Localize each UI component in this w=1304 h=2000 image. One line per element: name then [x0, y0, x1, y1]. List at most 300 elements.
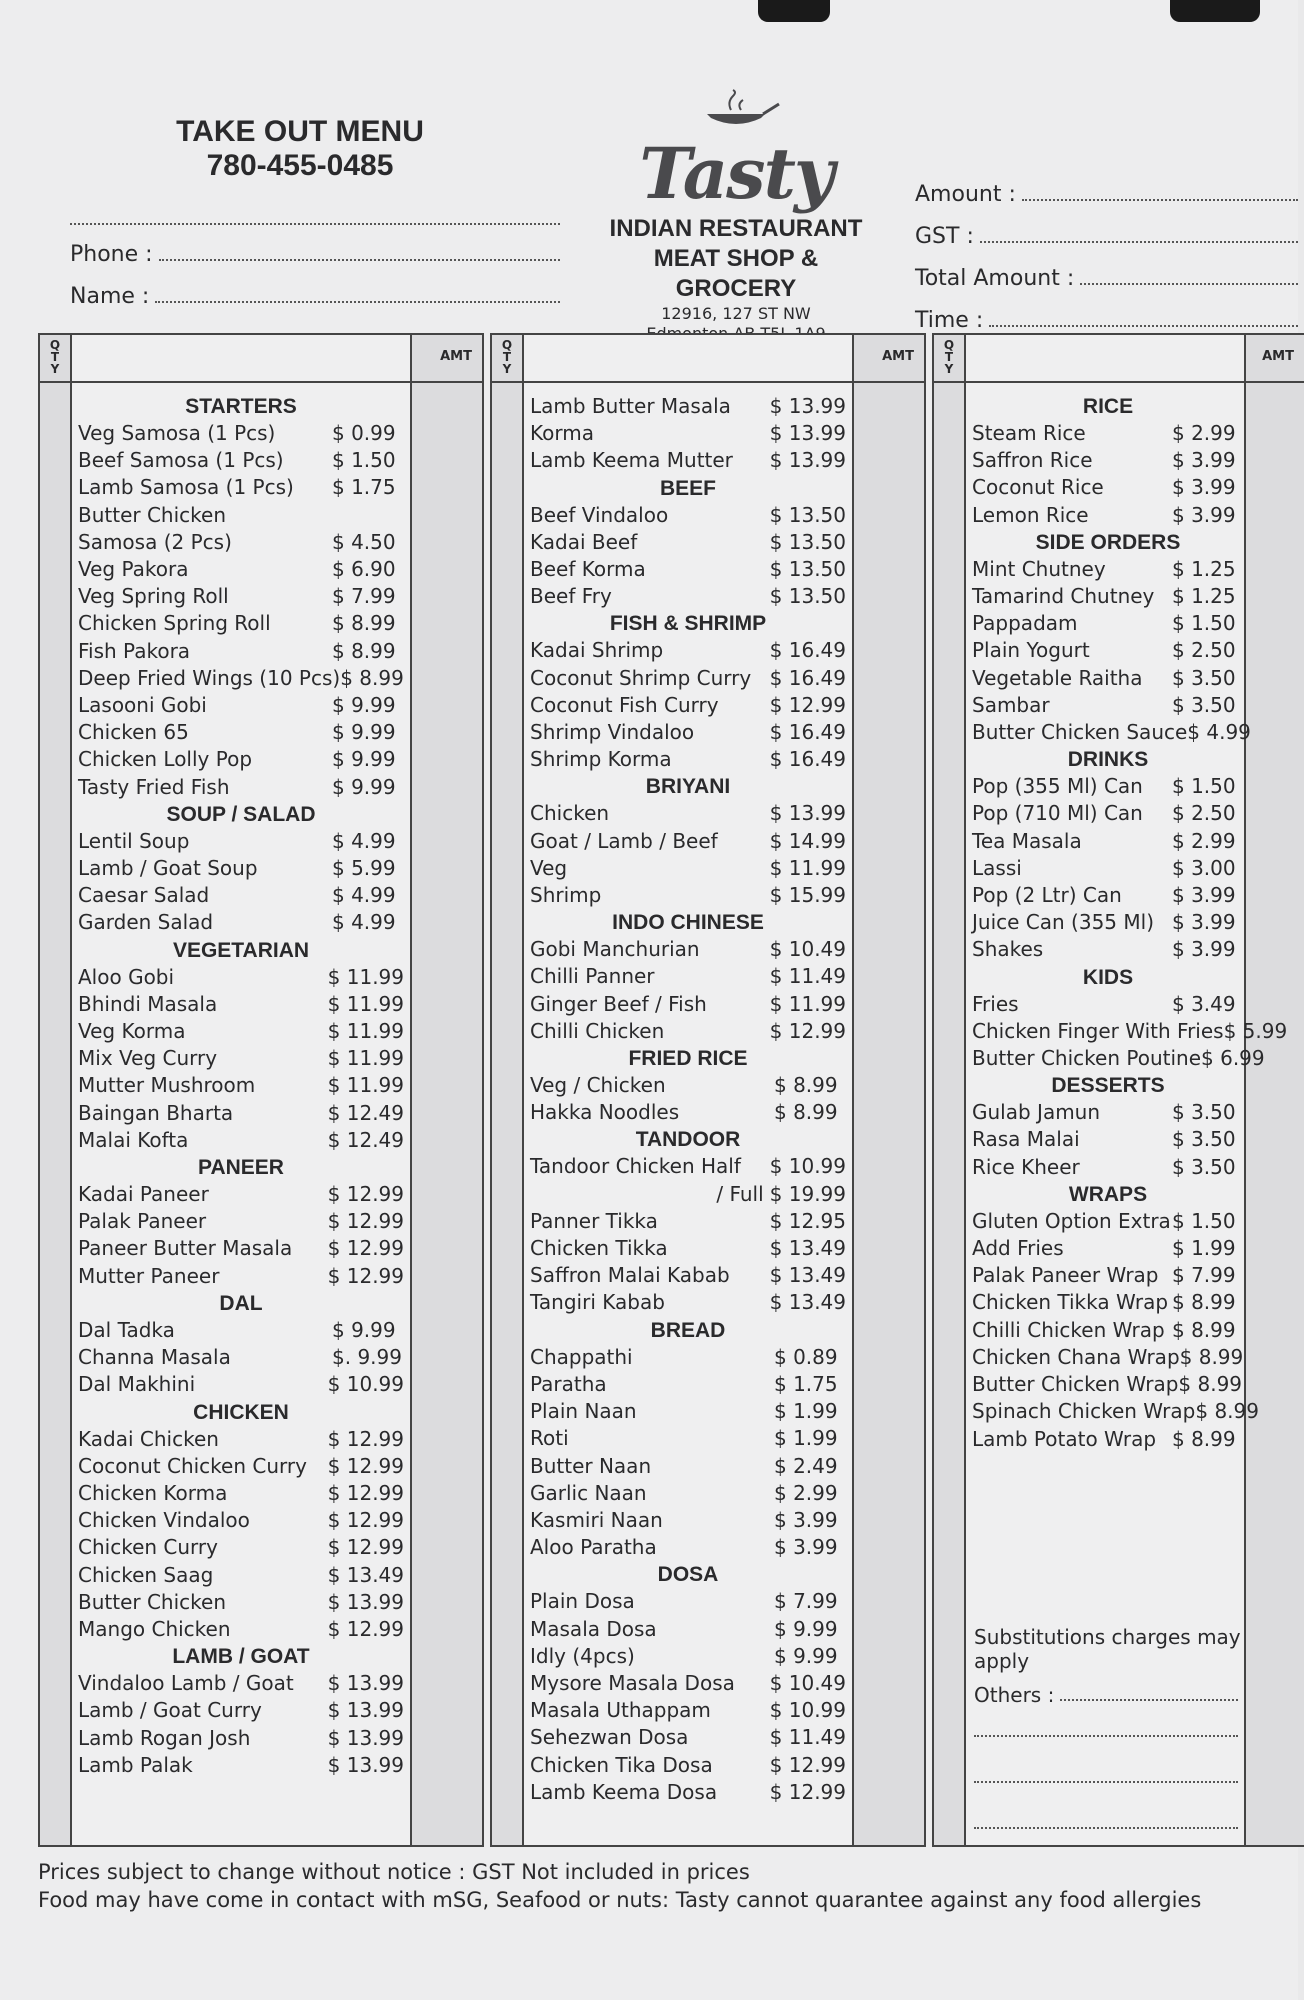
menu-item	[78, 1371, 404, 1398]
column-header	[934, 335, 1304, 383]
item-price: $ 12.49	[327, 1100, 404, 1125]
menu-item	[78, 855, 404, 882]
item-name: Vindaloo Lamb / Goat	[78, 1671, 294, 1696]
menu-item	[78, 1453, 404, 1480]
item-price: $ 13.99	[327, 1725, 404, 1750]
item-name: Sambar	[972, 692, 1050, 717]
item-price: $ 3.50	[1172, 1127, 1236, 1152]
item-price: $ 11.99	[327, 1046, 404, 1071]
menu-item	[972, 1371, 1244, 1398]
restaurant-logo	[596, 90, 876, 344]
menu-item	[78, 665, 404, 692]
menu-item	[530, 1480, 846, 1507]
item-price: $ 8.99	[340, 665, 404, 690]
menu-item	[530, 556, 846, 583]
menu-item	[972, 1235, 1244, 1262]
menu-item	[78, 1127, 404, 1154]
menu-item	[530, 447, 846, 474]
item-name: Panner Tikka	[530, 1208, 658, 1233]
item-name: Veg Samosa (1 Pcs)	[78, 421, 276, 445]
menu-title: TAKE OUT MENU	[176, 115, 424, 148]
item-name: Idly (4pcs)	[530, 1643, 635, 1668]
menu-item	[972, 828, 1244, 855]
item-name: Chicken Korma	[78, 1480, 228, 1505]
section-heading: RICE	[1082, 395, 1134, 418]
item-name: Butter Naan	[530, 1453, 652, 1478]
item-price: $ 12.99	[327, 1508, 404, 1533]
menu-item	[530, 583, 846, 610]
item-price: $ 1.25	[1172, 556, 1236, 581]
item-name: Baingan Bharta	[78, 1100, 234, 1125]
menu-item	[972, 719, 1251, 746]
item-price: $ 1.75	[774, 1371, 838, 1396]
menu-item	[530, 1616, 846, 1643]
item-price: $ 7.99	[1172, 1263, 1236, 1288]
item-price: $ 13.49	[769, 1263, 846, 1288]
menu-item	[530, 1208, 846, 1235]
item-price: $ 9.99	[774, 1616, 838, 1641]
item-price: $ 11.99	[327, 1073, 404, 1098]
menu-item	[78, 1317, 404, 1344]
item-price: $ 1.50	[1172, 611, 1236, 636]
item-name: Paratha	[530, 1371, 607, 1396]
item-price: $ 8.99	[1195, 1399, 1259, 1424]
item-name: Lamb / Goat Soup	[78, 856, 258, 881]
item-price: $ 10.99	[327, 1372, 404, 1397]
menu-item	[78, 1670, 404, 1697]
menu-item	[78, 583, 404, 610]
item-price: $ 3.99	[1172, 502, 1236, 527]
item-name: Fries	[972, 991, 1019, 1016]
item-name: Steam Rice	[972, 421, 1086, 445]
qty-label: Q T Y	[501, 338, 513, 376]
item-price: $ 13.99	[327, 1698, 404, 1723]
menu-item	[972, 420, 1244, 447]
item-price: $ 12.99	[327, 1480, 404, 1505]
item-name: Beef Vindaloo	[530, 502, 669, 527]
menu-item	[972, 800, 1244, 827]
phone-field[interactable]	[70, 225, 560, 267]
item-price: $ 10.99	[769, 1698, 846, 1723]
menu-item	[78, 774, 404, 801]
menu-item	[972, 474, 1244, 501]
item-name: Mutter Paneer	[78, 1263, 220, 1288]
item-price: $ 3.50	[1172, 692, 1236, 717]
phone-blank[interactable]	[159, 259, 560, 261]
time-blank[interactable]	[989, 325, 1298, 327]
item-price: $ 11.49	[769, 964, 846, 989]
column-header	[492, 335, 924, 383]
item-name: Lamb Rogan Josh	[78, 1725, 251, 1750]
item-name: Veg Pakora	[78, 557, 189, 582]
item-name: Ginger Beef / Fish	[530, 991, 707, 1016]
menu-item	[78, 1208, 404, 1235]
menu-item	[530, 1235, 846, 1262]
address-line1: 12916, 127 ST NW	[661, 304, 811, 323]
item-name: Lamb / Goat Curry	[78, 1698, 262, 1723]
menu-item	[530, 1643, 846, 1670]
menu-item	[530, 1289, 846, 1316]
item-name: Roti	[530, 1426, 569, 1451]
item-price: $ 13.99	[327, 1671, 404, 1696]
total-amount-label: Total Amount :	[915, 266, 1075, 291]
menu-item	[972, 665, 1244, 692]
amount-blank[interactable]	[1022, 199, 1298, 201]
item-name: Butter Chicken Wrap	[972, 1372, 1179, 1397]
menu-item	[530, 637, 846, 664]
time-field[interactable]	[915, 291, 1298, 333]
item-name: Tasty Fried Fish	[78, 774, 230, 799]
menu-item	[530, 665, 846, 692]
section-heading: TANDOOR	[635, 1128, 741, 1152]
item-price: $. 9.99	[332, 1345, 402, 1370]
item-name: Mango Chicken	[78, 1616, 231, 1641]
menu-item	[972, 1398, 1259, 1425]
item-price: $ 19.99	[769, 1181, 846, 1206]
menu-item	[530, 1262, 846, 1289]
item-name: Gulab Jamun	[972, 1100, 1101, 1125]
item-price: $ 9.99	[332, 720, 396, 745]
item-name: Chicken Curry	[78, 1535, 218, 1560]
section-heading: WRAPS	[1068, 1182, 1148, 1206]
item-name: Saffron Malai Kabab	[530, 1263, 730, 1288]
item-name: Malai Kofta	[78, 1127, 189, 1152]
amt-column[interactable]	[852, 335, 924, 1845]
item-price: $ 4.99	[1187, 720, 1251, 745]
item-name: Butter Chicken Sauce	[972, 720, 1188, 745]
item-name: Beef Samosa (1 Pcs)	[78, 448, 284, 473]
order-totals	[915, 165, 1298, 333]
item-price: $ 1.99	[1172, 1236, 1236, 1261]
item-name: Chicken Tikka Wrap	[972, 1290, 1169, 1315]
item-price: $ 8.99	[1172, 1290, 1236, 1315]
menu-item	[972, 1126, 1244, 1153]
item-name: Lentil Soup	[78, 828, 190, 853]
time-label: Time :	[915, 308, 984, 333]
item-price: $ 5.99	[332, 856, 396, 881]
others-field[interactable]	[974, 1665, 1238, 1707]
item-name: Aloo Gobi	[78, 964, 175, 989]
item-name: Chicken Tikka	[530, 1236, 668, 1261]
menu-item	[78, 692, 404, 719]
menu-item	[530, 1425, 846, 1452]
menu-item	[972, 1099, 1244, 1126]
item-price: $ 11.99	[769, 991, 846, 1016]
item-price: $ 3.99	[1172, 910, 1236, 935]
item-name: Palak Paneer	[78, 1209, 207, 1234]
item-price: $ 12.99	[769, 692, 846, 717]
item-name: Korma	[530, 421, 594, 446]
item-price: $ 4.99	[332, 828, 396, 853]
menu-item	[972, 1154, 1244, 1181]
menu-item	[530, 529, 846, 556]
column-header	[40, 335, 482, 383]
item-price: $ 12.99	[327, 1616, 404, 1641]
menu-item	[530, 1752, 846, 1779]
item-price: $ 1.99	[774, 1426, 838, 1451]
item-name: Plain Naan	[530, 1399, 637, 1424]
menu-item	[78, 1725, 404, 1752]
menu-items-list	[972, 393, 1288, 1453]
item-price: $ 0.99	[332, 421, 396, 445]
item-price: $ 13.50	[769, 584, 846, 609]
menu-item	[78, 610, 404, 637]
item-name: Palak Paneer Wrap	[972, 1263, 1159, 1288]
item-name: Fish Pakora	[78, 638, 191, 663]
name-field[interactable]	[70, 267, 560, 309]
qty-column[interactable]	[492, 335, 524, 1845]
item-name: Coconut Chicken Curry	[78, 1453, 307, 1478]
menu-item	[530, 1181, 846, 1208]
total-amount-field[interactable]	[915, 249, 1298, 291]
allergy-disclaimer: Food may have come in contact with mSG, Seafood or nuts: Tasty cannot quarantee against any food allergies	[38, 1888, 1202, 1912]
item-price: $ 3.00	[1172, 855, 1236, 880]
section-heading: BEEF	[659, 476, 716, 500]
section-heading: DESSERTS	[1051, 1074, 1165, 1098]
menu-columns	[0, 333, 1298, 1853]
others-blank-line[interactable]	[974, 1827, 1238, 1829]
cooking-pan-icon	[691, 90, 781, 130]
menu-item	[972, 447, 1244, 474]
item-name: Hakka Noodles	[530, 1100, 680, 1125]
item-price: $ 11.99	[327, 991, 404, 1016]
price-disclaimer: Prices subject to change without notice : GST Not included in prices	[38, 1860, 750, 1884]
menu-item	[78, 828, 404, 855]
item-name: Coconut Fish Curry	[530, 692, 719, 717]
menu-item	[972, 502, 1244, 529]
item-price: $ 8.99	[774, 1073, 838, 1098]
amt-column[interactable]	[410, 335, 482, 1845]
item-name: Saffron Rice	[972, 448, 1093, 473]
menu-item	[530, 1670, 846, 1697]
item-name: Lamb Keema Dosa	[530, 1779, 718, 1804]
item-name: Chicken Saag	[78, 1562, 214, 1587]
qty-column[interactable]	[40, 335, 72, 1845]
total-amount-blank[interactable]	[1080, 283, 1298, 285]
menu-item	[530, 1779, 846, 1806]
menu-item	[530, 1072, 846, 1099]
item-name: Masala Uthappam	[530, 1698, 711, 1723]
menu-item	[972, 1018, 1288, 1045]
menu-item	[78, 1616, 404, 1643]
menu-item	[972, 692, 1244, 719]
brand-line1: INDIAN RESTAURANT	[609, 215, 863, 242]
item-name: Lamb Palak	[78, 1752, 193, 1777]
item-price: $ 3.50	[1172, 665, 1236, 690]
others-blank-line[interactable]	[974, 1781, 1238, 1783]
torn-corner-mark	[1170, 0, 1260, 22]
menu-item	[972, 909, 1244, 936]
menu-item	[78, 964, 404, 991]
amt-column[interactable]	[1244, 335, 1304, 1845]
menu-item	[530, 1507, 846, 1534]
section-heading: LAMB / GOAT	[172, 1645, 310, 1669]
item-price: $ 9.99	[774, 1643, 838, 1668]
menu-item	[78, 1562, 404, 1589]
menu-item	[972, 882, 1244, 909]
menu-item	[78, 1344, 404, 1371]
item-name: Add Fries	[972, 1236, 1064, 1261]
item-price: $ 6.99	[1201, 1046, 1265, 1071]
item-price: $ 16.49	[769, 638, 846, 663]
menu-item	[530, 1099, 846, 1126]
menu-item	[530, 502, 846, 529]
item-price: $ 1.50	[1172, 774, 1236, 799]
item-price: $ 9.99	[332, 747, 396, 772]
item-name: Gluten Option Extra	[972, 1208, 1171, 1233]
item-price: $ 13.50	[769, 529, 846, 554]
item-name: Pop (2 Ltr) Can	[972, 883, 1122, 908]
item-name: Plain Dosa	[530, 1589, 635, 1614]
menu-item	[530, 1398, 846, 1425]
item-price: $ 1.25	[1172, 584, 1236, 609]
item-price: $ 16.49	[769, 720, 846, 745]
item-price: $ 12.99	[327, 1182, 404, 1207]
item-name: Plain Yogurt	[972, 638, 1090, 663]
brand-line2: MEAT SHOP & GROCERY	[653, 245, 819, 302]
item-name: Pappadam	[972, 611, 1078, 636]
item-name: Lassi	[972, 855, 1022, 880]
item-price: $ 10.49	[769, 937, 846, 962]
menu-item	[972, 1344, 1244, 1371]
section-heading: DRINKS	[1067, 748, 1149, 772]
gst-field[interactable]	[915, 207, 1298, 249]
menu-item	[972, 1426, 1244, 1453]
menu-item	[78, 1507, 404, 1534]
item-name: Veg Korma	[78, 1019, 186, 1044]
item-price: $ 12.99	[327, 1535, 404, 1560]
menu-item	[78, 556, 404, 583]
qty-column[interactable]	[934, 335, 966, 1845]
menu-item	[972, 773, 1244, 800]
item-price: $ 2.50	[1172, 801, 1236, 826]
item-name: Deep Fried Wings (10 Pcs)	[78, 665, 341, 690]
menu-item	[972, 583, 1244, 610]
item-name: Paneer Butter Masala	[78, 1236, 293, 1261]
menu-items-list	[78, 393, 404, 1779]
amount-label: Amount :	[915, 182, 1016, 207]
item-price: $ 12.99	[769, 1018, 846, 1043]
item-price: $ 3.49	[1172, 991, 1236, 1016]
item-name: Chicken Spring Roll	[78, 611, 271, 636]
phone-number: 780-455-0485	[206, 149, 394, 182]
item-name: Kadai Shrimp	[530, 638, 664, 663]
phone-label: Phone :	[70, 242, 153, 267]
item-price: $ 12.99	[327, 1209, 404, 1234]
item-price: $ 13.49	[769, 1290, 846, 1315]
amount-field[interactable]	[915, 165, 1298, 207]
item-name: Caesar Salad	[78, 883, 210, 908]
menu-item	[78, 1480, 404, 1507]
menu-item	[78, 1263, 404, 1290]
item-name: Chicken Vindaloo	[78, 1508, 250, 1533]
item-name: Chicken	[530, 801, 610, 826]
item-price: $ 13.99	[769, 421, 846, 446]
item-name: Spinach Chicken Wrap	[972, 1399, 1196, 1424]
menu-item	[78, 1045, 404, 1072]
item-price: $ 11.99	[327, 964, 404, 989]
menu-item	[78, 638, 404, 665]
item-price: $ 4.99	[332, 910, 396, 935]
menu-item	[530, 1724, 846, 1751]
menu-item	[972, 855, 1244, 882]
item-name: Bhindi Masala	[78, 991, 218, 1016]
section-heading: SOUP / SALAD	[166, 802, 316, 826]
amt-label: AMT	[440, 349, 472, 364]
item-price: $ 2.49	[774, 1453, 838, 1478]
item-price: $ 4.50	[332, 529, 396, 554]
item-name: Lamb Keema Mutter	[530, 448, 733, 473]
footer-disclaimer	[38, 1858, 1201, 1914]
item-name: Veg	[530, 855, 568, 880]
qty-label: Q T Y	[49, 338, 61, 376]
menu-item	[530, 719, 846, 746]
item-name: Kadai Paneer	[78, 1182, 209, 1207]
item-price: $ 8.99	[774, 1100, 838, 1125]
item-price: $ 16.49	[769, 665, 846, 690]
torn-corner-mark	[758, 0, 830, 22]
item-name: Mix Veg Curry	[78, 1046, 218, 1071]
item-price: $ 13.50	[769, 502, 846, 527]
item-price: $ 2.99	[774, 1480, 838, 1505]
item-name: Tangiri Kabab	[530, 1290, 665, 1315]
menu-item	[78, 447, 404, 474]
item-name: / Full	[716, 1181, 764, 1206]
item-price: $ 3.99	[1172, 475, 1236, 500]
menu-item	[972, 1208, 1244, 1235]
item-price: $ 0.89	[774, 1344, 838, 1369]
section-heading: BREAD	[650, 1318, 726, 1342]
menu-item	[78, 1181, 404, 1208]
item-name: Tea Masala	[972, 828, 1082, 853]
gst-blank[interactable]	[980, 241, 1298, 243]
menu-item	[530, 936, 846, 963]
item-name: Dal Makhini	[78, 1372, 196, 1397]
item-price: $ 11.99	[769, 855, 846, 880]
section-heading: DAL	[219, 1291, 263, 1315]
others-blank[interactable]	[1060, 1699, 1238, 1701]
menu-item	[78, 1589, 404, 1616]
menu-item	[972, 610, 1244, 637]
section-heading: KIDS	[1082, 965, 1134, 989]
menu-item	[530, 882, 846, 909]
item-name: Coconut Shrimp Curry	[530, 665, 752, 690]
item-price: $ 8.99	[1178, 1372, 1243, 1397]
menu-item	[78, 882, 404, 909]
menu-item	[530, 800, 846, 827]
item-name: Chappathi	[530, 1344, 633, 1369]
item-name: Lemon Rice	[972, 502, 1089, 527]
item-name: Channa Masala	[78, 1345, 231, 1370]
menu-item	[78, 1534, 404, 1561]
item-price: $ 3.50	[1172, 1100, 1236, 1125]
others-blank-line[interactable]	[974, 1735, 1238, 1737]
menu-item	[530, 855, 846, 882]
section-heading: INDO CHINESE	[612, 911, 764, 935]
item-name: Pop (710 Ml) Can	[972, 801, 1143, 826]
item-name: Chicken Finger With Fries	[972, 1018, 1224, 1043]
item-name: Butter Chicken	[78, 1589, 227, 1614]
menu-item	[972, 991, 1244, 1018]
item-price: $ 2.99	[1172, 421, 1236, 445]
item-name: Lasooni Gobi	[78, 693, 207, 718]
menu-column-1	[38, 333, 484, 1847]
item-name: Veg Spring Roll	[78, 584, 229, 609]
name-blank[interactable]	[155, 301, 560, 303]
item-name: Chicken Tika Dosa	[530, 1752, 713, 1777]
item-price: $ 3.99	[774, 1535, 838, 1560]
item-price: $ 1.50	[332, 448, 396, 473]
